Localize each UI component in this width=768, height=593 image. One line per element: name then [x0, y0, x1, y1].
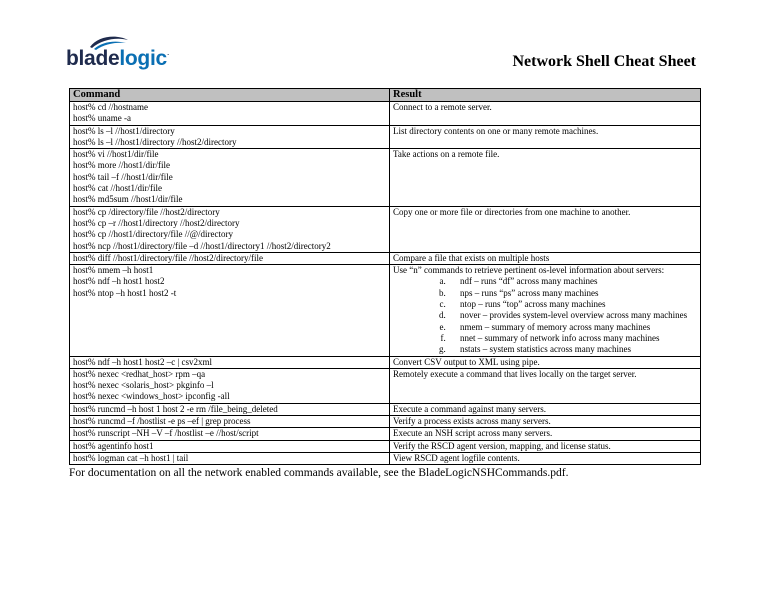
command-line: host% more //host1/dir/file [73, 160, 170, 171]
result-text: View RSCD agent logfile contents. [393, 452, 520, 463]
command-cell [70, 265, 390, 356]
cheat-sheet-table [69, 88, 701, 465]
result-subitem: g. nstats – system statistics across many machines [448, 344, 697, 355]
result-subitem: b. nps – runs “ps” across many machines [448, 288, 697, 299]
command-line: host% nexec <windows_host> ipconfig -all [73, 391, 230, 402]
command-line: host% nmem –h host1 [73, 265, 154, 276]
logo-part-blade: blade [66, 47, 120, 70]
result-cell [390, 452, 701, 464]
command-line: host% uname -a [73, 113, 131, 124]
result-text: Compare a file that exists on multiple hosts [393, 252, 550, 263]
result-text: Remotely execute a command that lives locally on the target server. [393, 368, 637, 379]
table-row [70, 125, 701, 149]
result-cell [390, 368, 701, 403]
table-row [70, 356, 701, 368]
command-line: host% cat //host1/dir/file [73, 183, 162, 194]
command-cell [70, 356, 390, 368]
command-line: host% cp –r //host1/directory //host2/directory [73, 217, 240, 228]
command-line: host% runcmd –f /hostlist -e ps –ef | grep process [73, 416, 251, 427]
command-cell [70, 252, 390, 264]
bladelogic-logo [66, 34, 176, 74]
command-cell [70, 206, 390, 252]
table-row [70, 440, 701, 452]
table-row [70, 265, 701, 356]
footer-note: For documentation on all the network enabled commands available, see the BladeLogicNSHCommands.pdf. [69, 467, 569, 479]
result-cell [390, 428, 701, 440]
command-cell [70, 452, 390, 464]
result-text: Verify a process exists across many servers. [393, 416, 551, 427]
result-text: Convert CSV output to XML using pipe. [393, 356, 540, 367]
result-text: Execute an NSH script across many servers. [393, 428, 553, 439]
logo-wordmark [66, 47, 169, 71]
page-title: Network Shell Cheat Sheet [512, 53, 696, 70]
command-cell [70, 125, 390, 149]
command-cell [70, 368, 390, 403]
result-cell [390, 416, 701, 428]
logo-part-logic: logic [119, 47, 167, 70]
result-text: Execute a command against many servers. [393, 403, 546, 414]
command-line: host% ndf –h host1 host2 [73, 276, 165, 287]
command-line: host% cp /directory/file //host2/directory [73, 206, 220, 217]
result-cell [390, 149, 701, 206]
result-subitem: c. ntop – runs “top” across many machines [448, 299, 697, 310]
result-cell [390, 265, 701, 356]
command-line: host% ncp //host1/directory/file –d //host1/directory1 //host2/directory2 [73, 240, 331, 251]
command-line: host% runscript –NH –V –f /hostlist –e //host/script [73, 428, 259, 439]
command-line: host% ls –l //host1/directory //host2/directory [73, 136, 237, 147]
command-line: host% nexec <redhat_host> rpm –qa [73, 368, 206, 379]
result-text: Use “n” commands to retrieve pertinent os-level information about servers: [393, 265, 665, 276]
table-row [70, 416, 701, 428]
table-row [70, 149, 701, 206]
table-header-row [70, 89, 701, 102]
table-row [70, 428, 701, 440]
command-line: host% logman cat –h host1 | tail [73, 452, 189, 463]
command-line: host% tail –f //host1/dir/file [73, 171, 173, 182]
table-row [70, 452, 701, 464]
result-cell [390, 403, 701, 415]
column-header-command: Command [70, 89, 390, 102]
command-line: host% cd //hostname [73, 102, 148, 112]
command-line: host% diff //host1/directory/file //host2/directory/file [73, 252, 264, 263]
command-line: host% cp //host1/directory/file //@/directory [73, 229, 234, 240]
result-text: Connect to a remote server. [393, 102, 492, 112]
table-row [70, 252, 701, 264]
result-subitem: d. nover – provides system-level overview across many machines [448, 310, 697, 321]
table-row [70, 368, 701, 403]
result-text: List directory contents on one or many remote machines. [393, 125, 599, 136]
command-cell [70, 403, 390, 415]
command-cell [70, 428, 390, 440]
table-row [70, 206, 701, 252]
result-subitem: f. nnet – summary of network info across many machines [448, 333, 697, 344]
command-line: host% ntop –h host1 host2 -t [73, 287, 177, 298]
result-text: Verify the RSCD agent version, mapping, and license status. [393, 440, 611, 451]
result-sublist [393, 276, 697, 355]
column-header-result: Result [390, 89, 701, 102]
result-text: Take actions on a remote file. [393, 149, 500, 160]
result-cell [390, 252, 701, 264]
result-cell [390, 356, 701, 368]
result-cell [390, 125, 701, 149]
command-line: host% vi //host1/dir/file [73, 149, 159, 160]
result-subitem: a. ndf – runs “df” across many machines [448, 276, 697, 287]
command-line: host% ndf –h host1 host2 –c | csv2xml [73, 356, 213, 367]
command-line: host% ls –l //host1/directory [73, 125, 175, 136]
table-row [70, 403, 701, 415]
command-line: host% md5sum //host1/dir/file [73, 194, 183, 205]
command-cell [70, 102, 390, 126]
result-cell [390, 102, 701, 126]
logo-mark: . [166, 47, 170, 57]
table-row [70, 102, 701, 126]
command-cell [70, 149, 390, 206]
result-text: Copy one or more file or directories from one machine to another. [393, 206, 631, 217]
result-cell [390, 206, 701, 252]
result-subitem: e. nmem – summary of memory across many machines [448, 322, 697, 333]
command-line: host% runcmd –h host 1 host 2 -e rm /file_being_deleted [73, 403, 278, 414]
command-cell [70, 416, 390, 428]
result-cell [390, 440, 701, 452]
command-cell [70, 440, 390, 452]
command-line: host% nexec <solaris_host> pkginfo –l [73, 380, 214, 391]
command-line: host% agentinfo host1 [73, 440, 154, 451]
